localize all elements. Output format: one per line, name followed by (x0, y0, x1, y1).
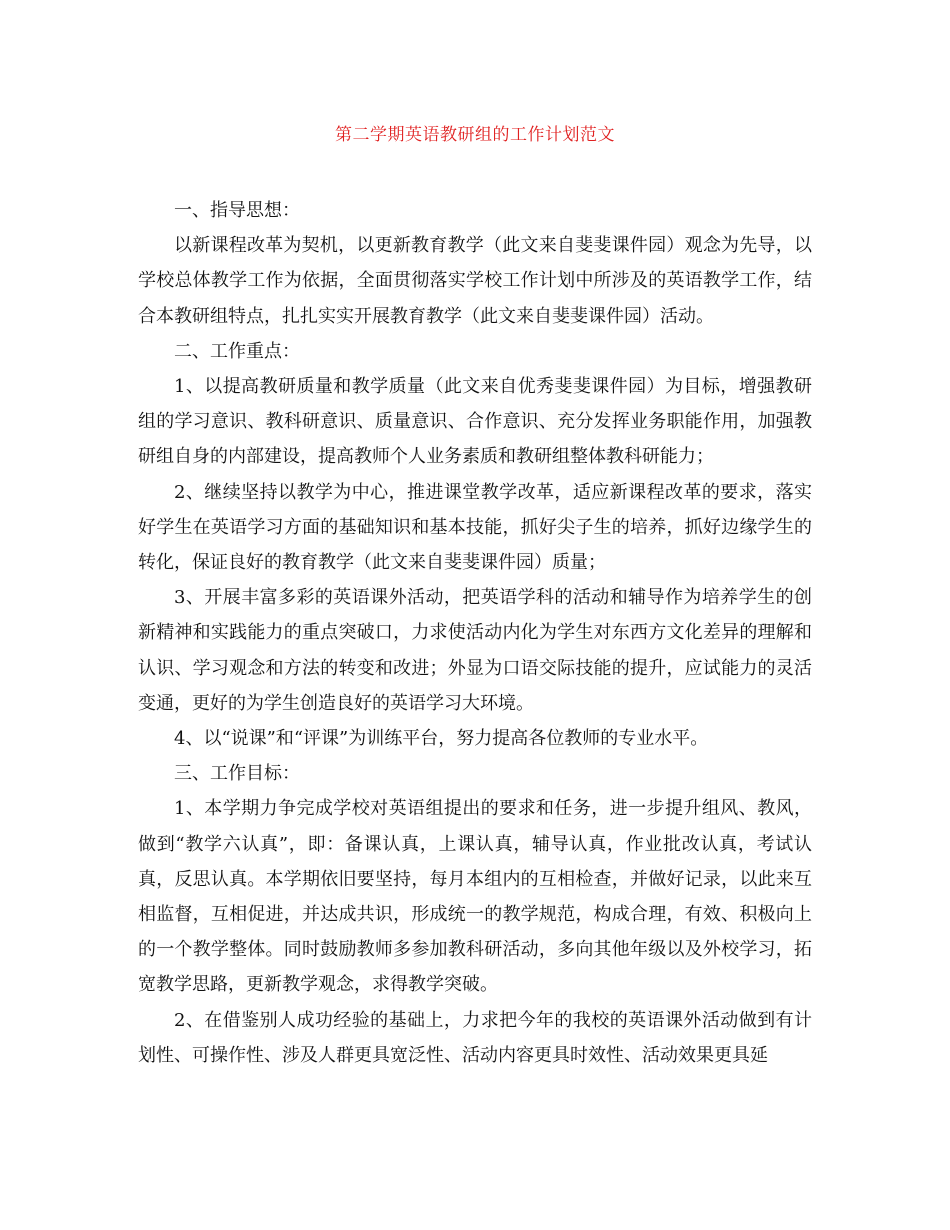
paragraph-goal-1: 1、本学期力争完成学校对英语组提出的要求和任务，进一步提升组风、教风，做到“教学六认真”，即：备课认真，上课认真，辅导认真，作业批改认真，考试认真，反思认真。本学期依旧要坚持，每月本组内的互相检查，并做好记录，以此来互相监督，互相促进，并达成共识，形成统一的教学规范，构成合理，有效、积极向上的一个教学整体。同时鼓励教师多参加教科研活动，多向其他年级以及外校学习，拓宽教学思路，更新教学观念，求得教学突破。 (138, 798, 812, 996)
paragraph-focus-1: 1、以提高教研质量和教学质量（此文来自优秀斐斐课件园）为目标，增强教研组的学习意识、教科研意识、质量意识、合作意识、充分发挥业务职能作用，加强教研组自身的内部建设，提高教师个人业务素质和教研组整体教科研能力； (138, 376, 812, 468)
paragraph-goal-2: 2、在借鉴别人成功经验的基础上，力求把今年的我校的英语课外活动做到有计划性、可操作性、涉及人群更具宽泛性、活动内容更具时效性、活动效果更具延 (138, 1009, 812, 1066)
document-body (138, 193, 812, 1073)
section-heading-work-focus: 二、工作重点： (174, 340, 300, 362)
paragraph-guiding-thought: 以新课程改革为契机，以更新教育教学（此文来自斐斐课件园）观念为先导，以学校总体教学工作为依据，全面贯彻落实学校工作计划中所涉及的英语教学工作，结合本教研组特点，扎扎实实开展教育教学（此文来自斐斐课件园）活动。 (138, 235, 812, 327)
document-title: 第二学期英语教研组的工作计划范文 (335, 125, 615, 145)
paragraph-focus-2: 2、继续坚持以教学为中心，推进课堂教学改革，适应新课程改革的要求，落实好学生在英语学习方面的基础知识和基本技能，抓好尖子生的培养，抓好边缘学生的转化，保证良好的教育教学（此文来自斐斐课件园）质量； (138, 481, 812, 574)
section-heading-work-goals: 三、工作目标： (174, 763, 300, 785)
paragraph-focus-4: 4、以“说课”和“评课”为训练平台，努力提高各位教师的专业水平。 (174, 728, 709, 750)
paragraph-focus-3: 3、开展丰富多彩的英语课外活动，把英语学科的活动和辅导作为培养学生的创新精神和实践能力的重点突破口，力求使活动内化为学生对东西方文化差异的理解和认识、学习观念和方法的转变和改进；外显为口语交际技能的提升，应试能力的灵活变通，更好的为学生创造良好的英语学习大环境。 (138, 587, 812, 714)
section-heading-guiding-thought: 一、指导思想： (174, 200, 300, 221)
